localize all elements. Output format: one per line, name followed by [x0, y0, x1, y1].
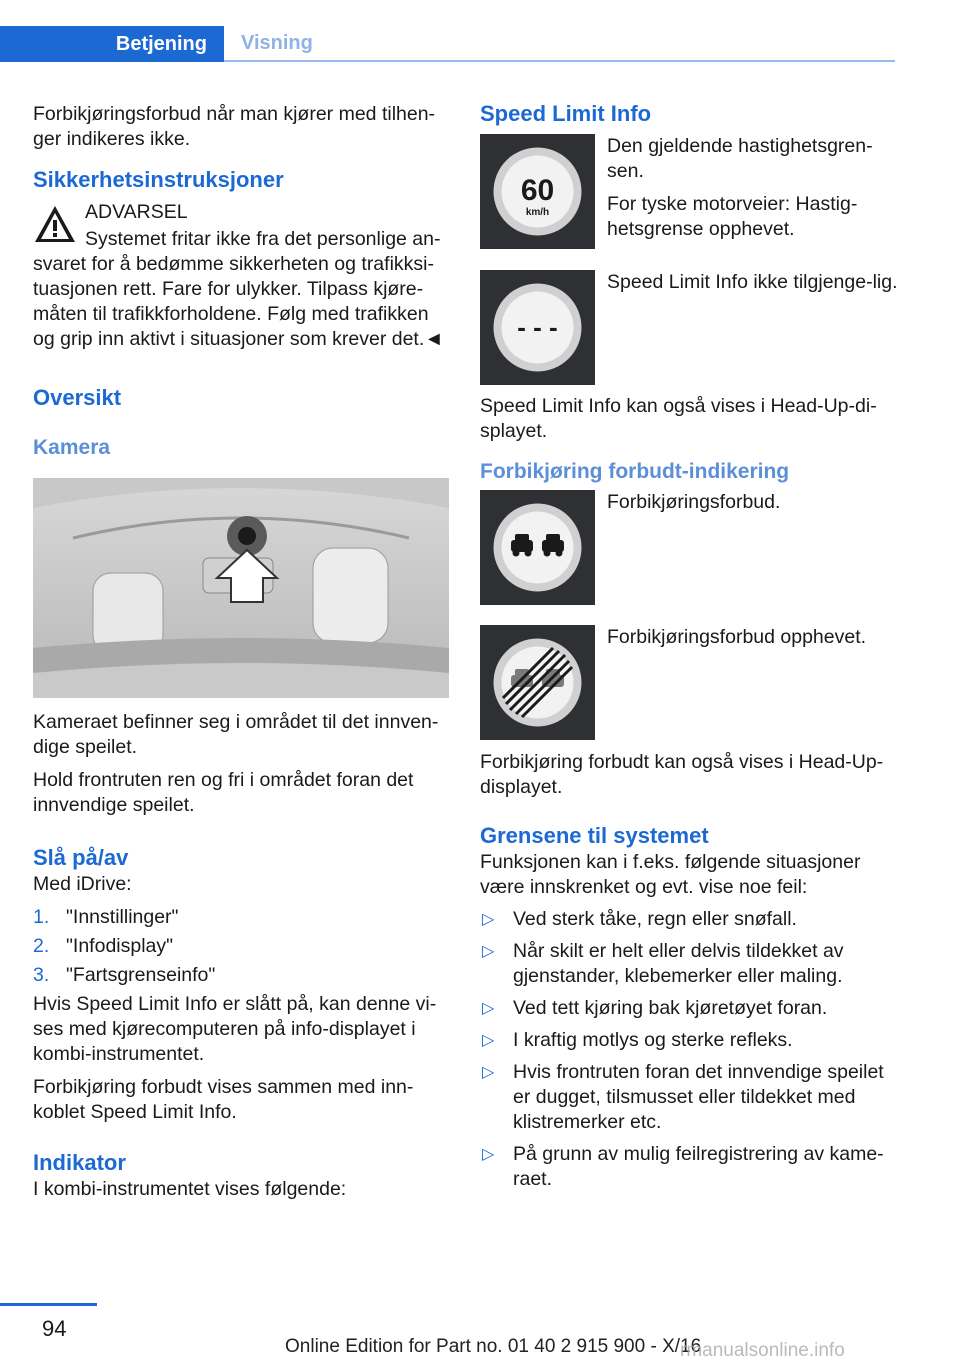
sign-no-overtake-text — [607, 490, 898, 515]
edition-text: Online Edition for Part no. 01 40 2 915 900 - X/16 — [285, 1336, 702, 1357]
steps-list — [33, 905, 449, 988]
bullet-triangle-icon: ▷ — [482, 1032, 495, 1049]
bullet-text: Når skilt er helt eller delvis tildekket av gjenstander, klebemerker eller maling. — [513, 940, 844, 987]
list-item — [33, 934, 449, 959]
no-overtaking-sign — [480, 490, 595, 605]
no-overtaking-lifted-sign — [480, 625, 595, 740]
safety-heading: Sikkerhetsinstruksjoner — [33, 167, 284, 192]
speed-limit-60-sign — [480, 134, 595, 249]
list-item — [480, 1060, 898, 1135]
indicator-text: I kombi-instrumentet vises følgende: — [33, 1178, 347, 1200]
intro-text: Forbikjøringsforbud når man kjører med tilhen-ger indikeres ikke. — [33, 103, 436, 150]
camera-paragraph-2: Hold frontruten ren og fri i området foran det innvendige speilet. — [33, 769, 414, 816]
warning-label: ADVARSEL — [85, 201, 188, 223]
sign-row-unavailable — [480, 270, 898, 385]
bullet-text: Ved tett kjøring bak kjøretøyet foran. — [513, 997, 828, 1019]
bullet-triangle-icon: ▷ — [482, 1064, 495, 1081]
list-item — [33, 963, 449, 988]
list-item — [480, 1028, 898, 1053]
bullet-triangle-icon: ▷ — [482, 1000, 495, 1017]
list-item — [480, 996, 898, 1021]
list-item — [480, 907, 898, 932]
sign-overtake-lifted-text — [607, 625, 898, 650]
right-column — [480, 100, 898, 1192]
bullet-text: Hvis frontruten foran det innvendige speilet er dugget, tilsmusset eller tildekket med klistremerker etc. — [513, 1061, 884, 1133]
step-text: "Innstillinger" — [66, 906, 179, 928]
sign-unavailable-text — [607, 270, 898, 295]
sli-desc-3: Speed Limit Info ikke tilgjenge-lig. — [607, 271, 898, 293]
camera-heading: Kamera — [33, 436, 111, 459]
step-text: "Infodisplay" — [66, 935, 174, 957]
step-number: 1. — [33, 906, 50, 928]
bullet-text: På grunn av mulig feilregistrering av kame-raet. — [513, 1143, 884, 1190]
speed-limit-unavailable-sign — [480, 270, 595, 385]
sign-dash-text: - - - — [517, 312, 558, 342]
left-column — [33, 100, 449, 1202]
bullet-triangle-icon: ▷ — [482, 1146, 495, 1163]
sli-hud-text: Speed Limit Info kan også vises i Head-Up-di-splayet. — [480, 395, 877, 442]
sign-row-overtake-lifted — [480, 625, 898, 740]
overview-heading: Oversikt — [33, 385, 122, 410]
warning-triangle-icon — [33, 204, 77, 244]
limits-intro: Funksjonen kan i f.eks. følgende situasjoner være innskrenket og evt. vise noe feil: — [480, 851, 861, 898]
overtake-hud-text: Forbikjøring forbudt kan også vises i Head-Up-displayet. — [480, 751, 884, 798]
bullet-triangle-icon: ▷ — [482, 943, 495, 960]
bullet-triangle-icon: ▷ — [482, 911, 495, 928]
sli-desc-2: For tyske motorveier: Hastig-hetsgrense opphevet. — [607, 193, 858, 240]
camera-paragraph-1: Kameraet befinner seg i området til det innven-dige speilet. — [33, 711, 439, 758]
tab-betjening[interactable]: Betjening — [0, 26, 224, 62]
bullet-text: I kraftig motlys og sterke refleks. — [513, 1029, 793, 1051]
onoff-paragraph-1: Hvis Speed Limit Info er slått på, kan denne vi-ses med kjørecomputeren på info-displayet i kombi-instrumentet. — [33, 993, 437, 1065]
sign-row-no-overtake — [480, 490, 898, 605]
overtake-heading: Forbikjøring forbudt-indikering — [480, 460, 790, 483]
bullet-text: Ved sterk tåke, regn eller snøfall. — [513, 908, 797, 930]
page-number: 94 — [42, 1316, 67, 1341]
tab-visning[interactable]: Visning — [241, 31, 313, 54]
step-number: 2. — [33, 935, 50, 957]
sign-60-text — [607, 134, 898, 242]
sign-60-unit: km/h — [525, 207, 550, 218]
limits-heading: Grensene til systemet — [480, 823, 709, 848]
overtake-desc-1: Forbikjøringsforbud. — [607, 491, 781, 513]
list-item — [480, 1142, 898, 1192]
watermark: rmanualsonline.info — [680, 1340, 845, 1361]
step-text: "Fartsgrenseinfo" — [66, 964, 216, 986]
indicator-heading: Indikator — [33, 1150, 126, 1175]
limits-list — [480, 907, 898, 1192]
sli-desc-1: Den gjeldende hastighetsgren-sen. — [607, 135, 873, 182]
speed-limit-info-heading: Speed Limit Info — [480, 101, 652, 126]
warning-text: Systemet fritar ikke fra det personlige an-svaret for å bedømme sikkerheten og trafikksi-tuasjonen rett. Fare for ulykker. Tilpass kjøre-måten til trafikkforholdene. Følg med trafikken og grip inn aktivt i situasjoner som krever det.◄ — [33, 228, 444, 350]
onoff-paragraph-2: Forbikjøring forbudt vises sammen med inn-koblet Speed Limit Info. — [33, 1076, 414, 1123]
footer-divider — [0, 1303, 97, 1306]
sign-row-60 — [480, 134, 898, 249]
onoff-intro: Med iDrive: — [33, 873, 132, 895]
onoff-heading: Slå på/av — [33, 845, 129, 870]
warning-block — [33, 200, 449, 352]
page-header — [0, 0, 960, 64]
sign-60-value: 60 — [520, 174, 555, 207]
step-number: 3. — [33, 964, 50, 986]
overtake-desc-2: Forbikjøringsforbud opphevet. — [607, 626, 867, 648]
list-item — [480, 939, 898, 989]
header-divider — [0, 60, 895, 62]
camera-location-image — [33, 478, 449, 698]
list-item — [33, 905, 449, 930]
